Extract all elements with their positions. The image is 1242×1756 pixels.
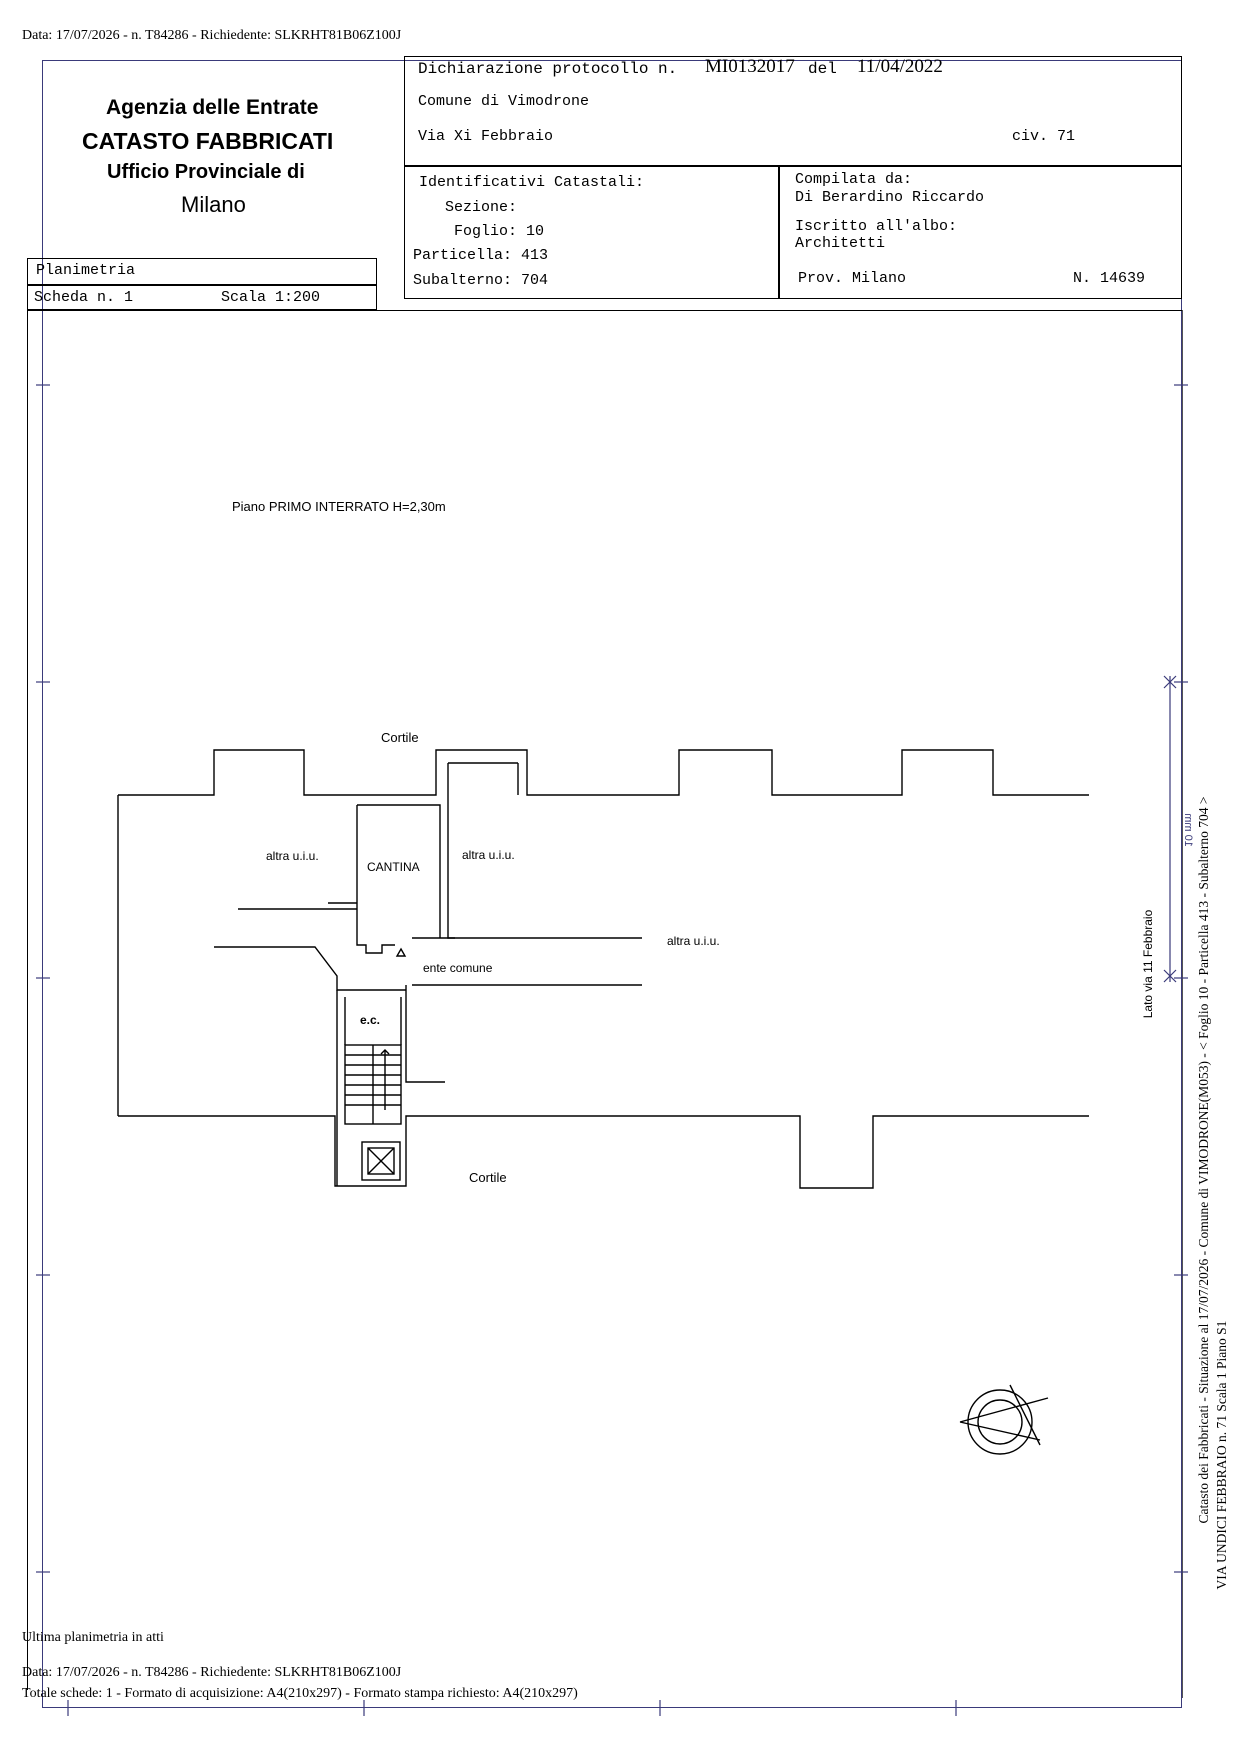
address-street: Via Xi Febbraio (418, 128, 554, 145)
albo: Architetti (795, 235, 886, 252)
identificativi-title: Identificativi Catastali: (419, 174, 645, 191)
piano-label: Piano PRIMO INTERRATO H=2,30m (232, 499, 446, 514)
altra-uiu-left: altra u.i.u. (266, 849, 319, 863)
cortile-top-label: Cortile (381, 730, 419, 745)
protocol-date: 11/04/2022 (857, 56, 943, 77)
side-address-line: VIA UNDICI FEBBRAIO n. 71 Scala 1 Piano S1 (1214, 1320, 1229, 1590)
altra-uiu-right: altra u.i.u. (667, 934, 720, 948)
footer-totale: Totale schede: 1 - Formato di acquisizione: A4(210x297) - Formato stampa richiesto: A4(210x297) (22, 1686, 578, 1701)
catasto-title: CATASTO FABBRICATI (82, 128, 334, 154)
footer-request-line: Data: 17/07/2026 - n. T84286 - Richiedente: SLKRHT81B06Z100J (22, 1665, 402, 1680)
registration-ticks (36, 385, 1188, 1716)
subalterno: Subalterno: 704 (413, 272, 549, 289)
cortile-bottom-label: Cortile (469, 1170, 507, 1185)
scheda: Scheda n. 1 (34, 289, 134, 306)
protocol-label: Dichiarazione protocollo n. (418, 60, 678, 78)
agency-name: Agenzia delle Entrate (106, 96, 319, 119)
ec-label: e.c. (360, 1013, 381, 1027)
margin-mark: 10 mm (1182, 813, 1194, 847)
compilata-name: Di Berardino Riccardo (795, 189, 985, 206)
walls (118, 750, 1089, 1454)
cantina-label: CANTINA (367, 860, 420, 874)
sezione: Sezione: (445, 199, 518, 216)
scala: Scala 1:200 (221, 289, 321, 306)
address-civ: civ. 71 (1012, 128, 1076, 145)
ufficio-label: Ufficio Provinciale di (107, 161, 305, 183)
prov: Prov. Milano (798, 270, 907, 287)
iscritto-label: Iscritto all'albo: (795, 218, 958, 235)
protocol-number: MI0132017 (705, 56, 795, 77)
comune: Comune di Vimodrone (418, 93, 590, 110)
lato-via-label: Lato via 11 Febbraio (1141, 909, 1155, 1019)
ufficio-city: Milano (181, 192, 246, 217)
protocol-del: del (808, 60, 837, 78)
foglio: Foglio: 10 (454, 223, 545, 240)
compilata-label: Compilata da: (795, 171, 913, 188)
ente-comune-label: ente comune (423, 961, 493, 975)
particella: Particella: 413 (413, 247, 549, 264)
altra-uiu-center: altra u.i.u. (462, 848, 515, 862)
side-situazione-line: Catasto dei Fabbricati - Situazione al 17/07/2026 - Comune di VIMODRONE(M053) - < Foglio 10 - Particella 413 - Subalterno 704 > (1196, 796, 1211, 1524)
iscrizione-numero: N. 14639 (1073, 270, 1146, 287)
ultima-planimetria: Ultima planimetria in atti (22, 1630, 164, 1645)
planimetria-title: Planimetria (36, 262, 136, 279)
header-request-line: Data: 17/07/2026 - n. T84286 - Richiedente: SLKRHT81B06Z100J (22, 28, 402, 43)
